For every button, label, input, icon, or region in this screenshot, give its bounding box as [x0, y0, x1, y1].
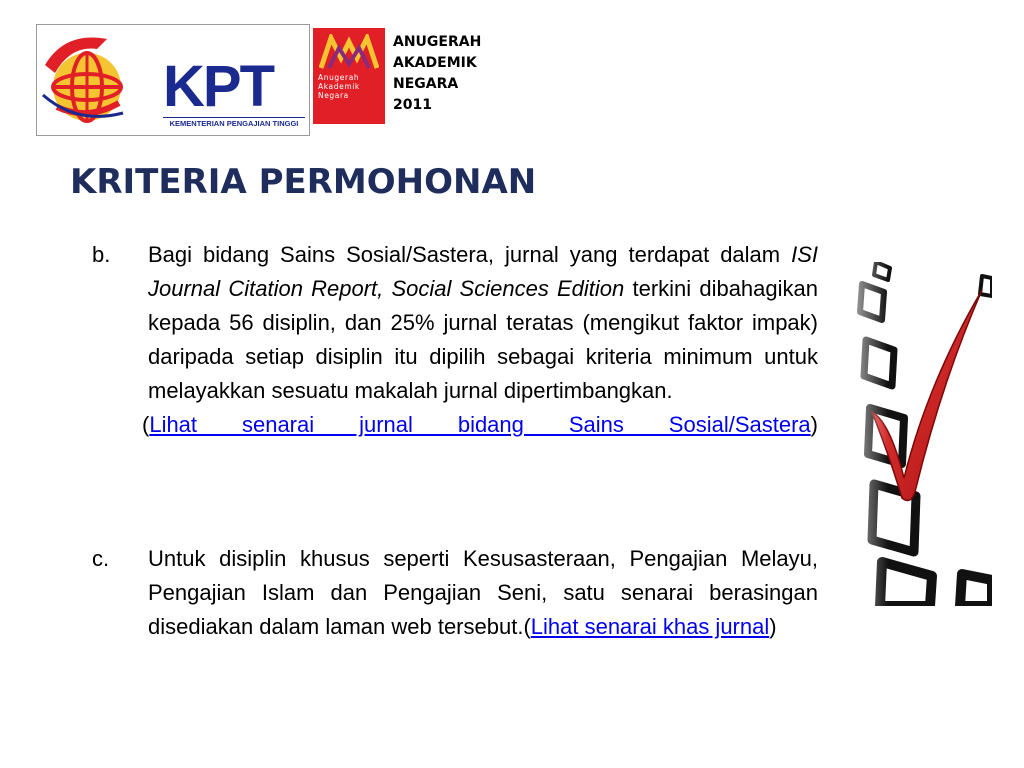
list-marker: c. [92, 546, 110, 571]
checklist-image [832, 262, 992, 606]
award-logo [313, 28, 385, 124]
award-caption-line: 2011 [393, 97, 432, 113]
kpt-logo-caption: KEMENTERIAN PENGAJIAN TINGGI [163, 117, 305, 128]
italic-citation: ISI Journal Citation Report, Social Sciences Edition [148, 242, 818, 301]
award-caption [393, 32, 481, 116]
link-sains-sosial-list[interactable]: Lihat senarai jurnal bidang Sains Sosial/Sastera [149, 412, 811, 437]
checkbox-checkmark-icon [832, 262, 992, 606]
award-caption-line: NEGARA [393, 76, 459, 92]
kpt-logo [36, 24, 310, 136]
text-segment: Untuk disiplin khusus seperti Kesusasteraan, Pengajian Melayu, Pengajian Islam dan Pengajian Seni, satu senarai berasingan disediakan dalam laman web tersebut.( [148, 546, 818, 639]
text-segment: Bagi bidang Sains Sosial/Sastera, jurnal yang terdapat dalam [148, 242, 792, 267]
list-item-c [92, 542, 818, 644]
link-line [142, 408, 818, 442]
list-item-text [148, 238, 818, 408]
award-caption-line: AKADEMIK [393, 55, 477, 71]
list-marker: b. [92, 242, 111, 267]
text-segment: terkini dibahagikan kepada 56 disiplin, dan 25% jurnal teratas (mengikut faktor impak) daripada setiap disiplin itu dipilih sebagai kriteria minimum untuk melayakkan sesuatu makalah jurnal dipertimbangkan. [148, 276, 818, 403]
award-logo-text: Anugerah Akademik Negara [318, 73, 360, 100]
page-title: KRITERIA PERMOHONAN [70, 162, 537, 202]
paren-close: ) [810, 412, 818, 437]
paren-close: ) [769, 614, 777, 639]
list-item-text [148, 542, 818, 644]
link-special-journal-list[interactable]: Lihat senarai khas jurnal [530, 614, 770, 639]
paren-open: ( [142, 412, 150, 437]
list-item-b [92, 238, 818, 442]
award-crown-icon [319, 34, 379, 72]
award-caption-line: ANUGERAH [393, 34, 482, 50]
kpt-logo-text: KPT [163, 54, 273, 119]
